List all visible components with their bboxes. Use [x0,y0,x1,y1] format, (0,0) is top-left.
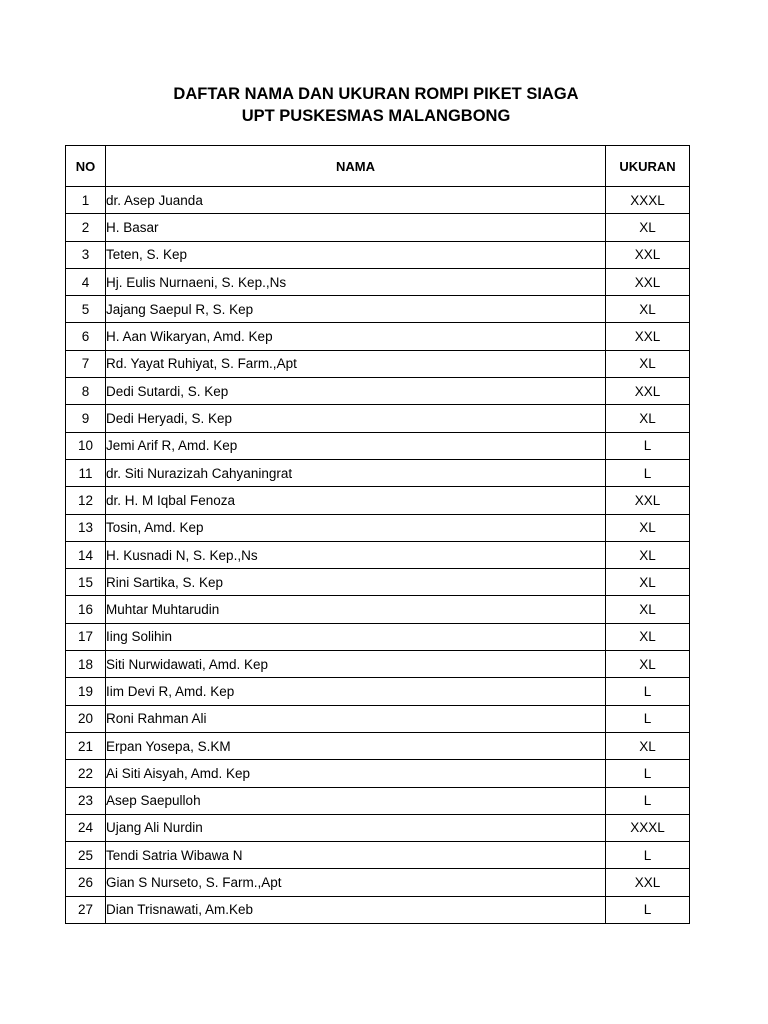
cell-ukuran: XXL [606,487,690,514]
table-row [66,541,690,568]
cell-nama: Siti Nurwidawati, Amd. Kep [106,651,606,678]
table-row [66,869,690,896]
cell-ukuran: XL [606,214,690,241]
cell-no: 2 [66,214,106,241]
cell-no: 23 [66,787,106,814]
table-row [66,514,690,541]
cell-nama: dr. Siti Nurazizah Cahyaningrat [106,459,606,486]
cell-no: 4 [66,268,106,295]
table-row [66,323,690,350]
cell-ukuran: XL [606,405,690,432]
cell-ukuran: XL [606,350,690,377]
cell-nama: Erpan Yosepa, S.KM [106,732,606,759]
header-ukuran: UKURAN [606,146,690,187]
cell-nama: Asep Saepulloh [106,787,606,814]
cell-no: 27 [66,896,106,923]
cell-ukuran: XXL [606,323,690,350]
cell-nama: Roni Rahman Ali [106,705,606,732]
header-no: NO [66,146,106,187]
cell-nama: H. Basar [106,214,606,241]
cell-no: 3 [66,241,106,268]
table-body [66,187,690,924]
table-row [66,814,690,841]
table-row [66,596,690,623]
cell-no: 7 [66,350,106,377]
cell-ukuran: XL [606,623,690,650]
cell-nama: H. Aan Wikaryan, Amd. Kep [106,323,606,350]
cell-no: 1 [66,187,106,214]
cell-no: 12 [66,487,106,514]
cell-no: 6 [66,323,106,350]
table-row [66,405,690,432]
cell-nama: Rini Sartika, S. Kep [106,569,606,596]
cell-nama: Ai Siti Aisyah, Amd. Kep [106,760,606,787]
cell-nama: Iim Devi R, Amd. Kep [106,678,606,705]
cell-no: 22 [66,760,106,787]
header-nama: NAMA [106,146,606,187]
cell-ukuran: XL [606,651,690,678]
table-row [66,296,690,323]
cell-no: 25 [66,842,106,869]
table-row [66,569,690,596]
cell-no: 8 [66,378,106,405]
cell-ukuran: L [606,787,690,814]
cell-no: 9 [66,405,106,432]
cell-nama: Dian Trisnawati, Am.Keb [106,896,606,923]
cell-nama: Hj. Eulis Nurnaeni, S. Kep.,Ns [106,268,606,295]
cell-ukuran: XXXL [606,814,690,841]
cell-no: 24 [66,814,106,841]
cell-no: 19 [66,678,106,705]
table-row [66,651,690,678]
cell-nama: Dedi Heryadi, S. Kep [106,405,606,432]
cell-nama: H. Kusnadi N, S. Kep.,Ns [106,541,606,568]
table-row [66,487,690,514]
cell-no: 14 [66,541,106,568]
table-row [66,187,690,214]
cell-ukuran: XL [606,296,690,323]
table-row [66,459,690,486]
cell-ukuran: XXL [606,378,690,405]
cell-nama: Tendi Satria Wibawa N [106,842,606,869]
table-header [66,146,690,187]
header-row [66,146,690,187]
table-row [66,241,690,268]
cell-nama: Rd. Yayat Ruhiyat, S. Farm.,Apt [106,350,606,377]
table-row [66,214,690,241]
cell-no: 20 [66,705,106,732]
table-row [66,705,690,732]
cell-nama: Ujang Ali Nurdin [106,814,606,841]
cell-nama: Tosin, Amd. Kep [106,514,606,541]
table-row [66,378,690,405]
table-row [66,896,690,923]
table-row [66,350,690,377]
cell-nama: Gian S Nurseto, S. Farm.,Apt [106,869,606,896]
cell-no: 21 [66,732,106,759]
cell-nama: dr. Asep Juanda [106,187,606,214]
table-row [66,787,690,814]
cell-ukuran: L [606,678,690,705]
cell-ukuran: L [606,842,690,869]
cell-nama: Dedi Sutardi, S. Kep [106,378,606,405]
document-subtitle: UPT PUSKESMAS MALANGBONG [241,107,511,125]
cell-ukuran: XL [606,541,690,568]
cell-no: 10 [66,432,106,459]
cell-no: 13 [66,514,106,541]
table-row [66,732,690,759]
cell-ukuran: XXL [606,869,690,896]
cell-no: 18 [66,651,106,678]
cell-no: 5 [66,296,106,323]
cell-ukuran: XL [606,732,690,759]
cell-ukuran: XXL [606,268,690,295]
table-row [66,760,690,787]
table-row [66,268,690,295]
cell-ukuran: XXXL [606,187,690,214]
cell-no: 15 [66,569,106,596]
cell-ukuran: L [606,705,690,732]
cell-ukuran: XXL [606,241,690,268]
cell-nama: dr. H. M Iqbal Fenoza [106,487,606,514]
cell-no: 26 [66,869,106,896]
table-row [66,678,690,705]
cell-no: 16 [66,596,106,623]
cell-ukuran: L [606,432,690,459]
cell-ukuran: L [606,459,690,486]
cell-nama: Jajang Saepul R, S. Kep [106,296,606,323]
cell-ukuran: XL [606,569,690,596]
cell-nama: Teten, S. Kep [106,241,606,268]
document-title: DAFTAR NAMA DAN UKURAN ROMPI PIKET SIAGA [173,85,579,103]
cell-nama: Iing Solihin [106,623,606,650]
cell-ukuran: XL [606,514,690,541]
vest-size-table [65,145,690,924]
cell-no: 17 [66,623,106,650]
cell-nama: Muhtar Muhtarudin [106,596,606,623]
cell-no: 11 [66,459,106,486]
cell-ukuran: XL [606,596,690,623]
table-row [66,432,690,459]
table-row [66,623,690,650]
cell-ukuran: L [606,760,690,787]
cell-ukuran: L [606,896,690,923]
table-row [66,842,690,869]
cell-nama: Jemi Arif R, Amd. Kep [106,432,606,459]
